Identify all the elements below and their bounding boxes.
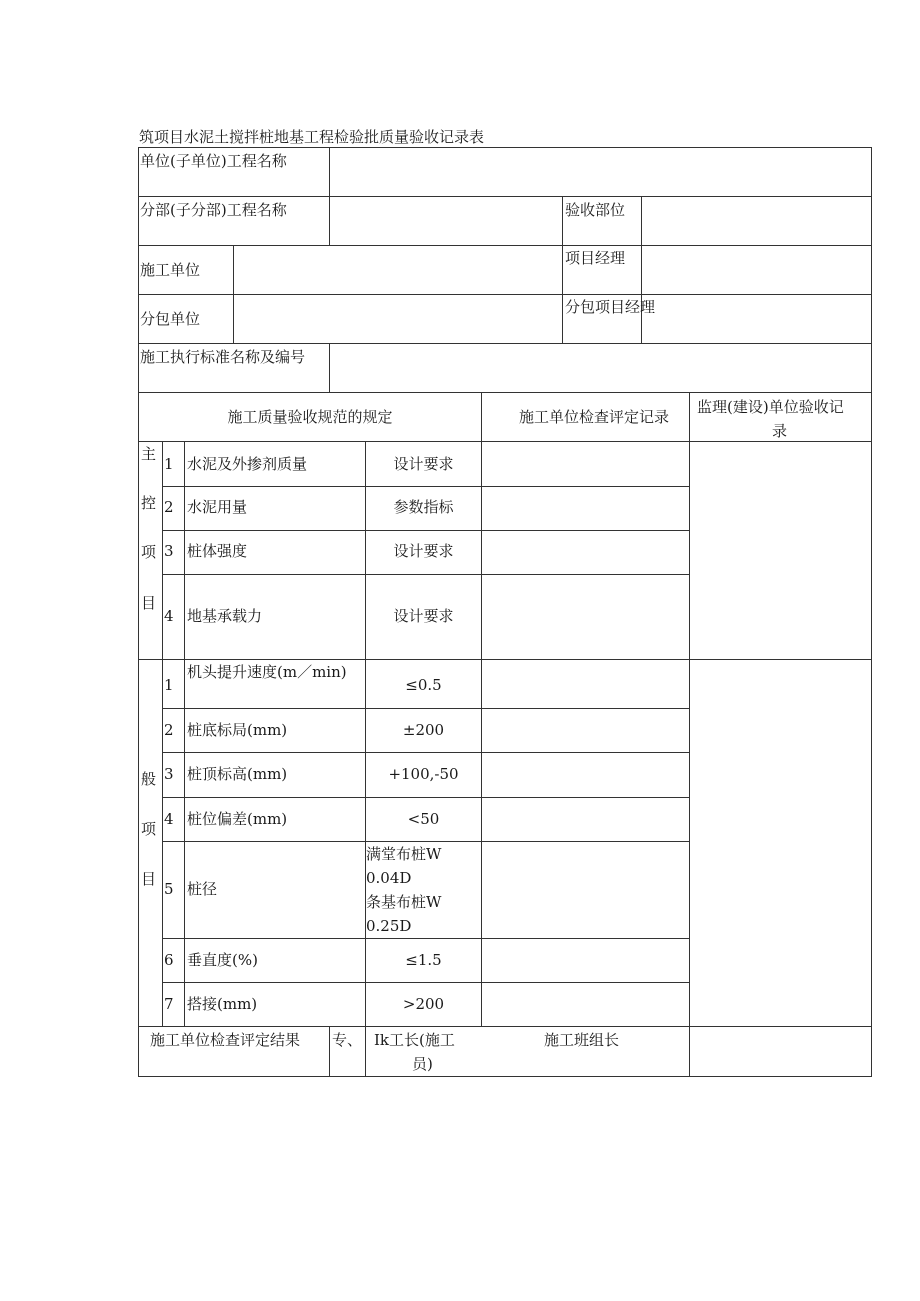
main-item-name: 桩体强度: [187, 542, 248, 560]
table-rule: [641, 196, 642, 343]
table-rule: [162, 530, 690, 531]
main-item-no: 2: [164, 498, 174, 516]
main-group-label: 目: [141, 594, 157, 612]
general-item-name: 机头提升速度(m／min): [187, 663, 347, 681]
table-rule: [138, 196, 872, 197]
main-group-label: 主: [141, 445, 157, 463]
general-item-no: 7: [164, 995, 174, 1013]
table-rule: [138, 1026, 872, 1027]
main-item-name: 水泥及外掺剂质量: [187, 455, 308, 473]
main-item-req: 参数指标: [393, 498, 454, 516]
subcontract-manager-label: 分包项目经理: [565, 298, 656, 316]
general-item-no: 2: [164, 721, 174, 739]
main-item-no: 1: [164, 455, 174, 473]
general-item-req: ≤1.5: [405, 951, 442, 969]
general-item-req: 0.04D: [366, 869, 412, 887]
general-item-req: 满堂布桩W: [366, 845, 442, 863]
general-item-no: 3: [164, 765, 174, 783]
check-column-header: 施工单位检查评定记录: [519, 408, 670, 426]
table-rule: [689, 392, 690, 1077]
table-rule: [162, 841, 690, 842]
main-item-no: 4: [164, 607, 174, 625]
general-item-no: 1: [164, 676, 174, 694]
standard-label: 施工执行标准名称及编号: [140, 348, 306, 366]
table-rule: [138, 147, 872, 148]
form-title: 筑项目水泥土搅拌桩地基工程检验批质量验收记录表: [139, 128, 485, 146]
table-rule: [138, 659, 872, 660]
acceptance-part-label: 验收部位: [565, 201, 626, 219]
table-rule: [162, 574, 690, 575]
main-group-label: 控: [141, 494, 157, 512]
project-manager-label: 项目经理: [565, 249, 626, 267]
table-rule: [162, 797, 690, 798]
table-rule: [233, 245, 234, 343]
general-group-label: 般: [141, 770, 157, 788]
general-item-req: ≤0.5: [405, 676, 442, 694]
general-item-no: 4: [164, 810, 174, 828]
main-item-name: 地基承载力: [187, 607, 263, 625]
general-item-req: <50: [407, 810, 440, 828]
general-item-no: 6: [164, 951, 174, 969]
table-rule: [138, 441, 872, 442]
main-group-label: 项: [141, 543, 157, 561]
table-rule: [138, 147, 139, 1077]
main-item-req: 设计要求: [393, 542, 454, 560]
table-rule: [162, 982, 690, 983]
general-item-name: 桩底标局(mm): [187, 721, 288, 739]
general-item-name: 桩位偏差(mm): [187, 810, 288, 828]
general-item-name: 桩径: [187, 880, 218, 898]
supervision-column-header: 监理(建设)单位验收记: [697, 398, 844, 416]
table-rule: [162, 708, 690, 709]
table-rule: [162, 441, 163, 1026]
subcontract-unit-label: 分包单位: [140, 310, 201, 328]
main-item-req: 设计要求: [393, 607, 454, 625]
supervision-column-header: 录: [772, 422, 788, 440]
general-item-req: 0.25D: [366, 917, 412, 935]
team-leader-label: 施工班组长: [544, 1031, 620, 1049]
general-item-no: 5: [164, 880, 174, 898]
general-item-name: 桩顶标高(mm): [187, 765, 288, 783]
table-rule: [329, 343, 330, 392]
table-rule: [329, 147, 330, 245]
table-rule: [562, 196, 563, 343]
table-rule: [481, 392, 482, 1026]
general-item-req: +100,-50: [388, 765, 459, 783]
table-rule: [138, 343, 872, 344]
general-item-req: ±200: [402, 721, 445, 739]
table-rule: [871, 147, 872, 1077]
general-item-req: >200: [402, 995, 445, 1013]
table-rule: [184, 441, 185, 1026]
worker-label: Ik工长(施工: [374, 1031, 455, 1049]
table-rule: [138, 392, 872, 393]
table-rule: [138, 294, 872, 295]
table-rule: [162, 486, 690, 487]
general-item-req: 条基布桩W: [366, 893, 442, 911]
general-group-label: 项: [141, 820, 157, 838]
main-item-name: 水泥用量: [187, 498, 248, 516]
general-item-name: 搭接(mm): [187, 995, 258, 1013]
table-rule: [162, 938, 690, 939]
table-rule: [329, 1026, 330, 1076]
construction-unit-label: 施工单位: [140, 261, 201, 279]
table-rule: [138, 1076, 872, 1077]
sub-project-label: 分部(子分部)工程名称: [140, 201, 287, 219]
spec-column-header: 施工质量验收规范的规定: [227, 408, 393, 426]
main-item-no: 3: [164, 542, 174, 560]
result-label: 施工单位检查评定结果: [150, 1031, 301, 1049]
general-group-label: 目: [141, 870, 157, 888]
table-rule: [138, 245, 872, 246]
main-item-req: 设计要求: [393, 455, 454, 473]
worker-label: 员): [412, 1055, 433, 1073]
table-rule: [162, 752, 690, 753]
unit-project-label: 单位(子单位)工程名称: [140, 152, 287, 170]
general-item-name: 垂直度(%): [187, 951, 258, 969]
table-rule: [365, 441, 366, 1077]
zhuan-label: 专、: [332, 1031, 363, 1049]
